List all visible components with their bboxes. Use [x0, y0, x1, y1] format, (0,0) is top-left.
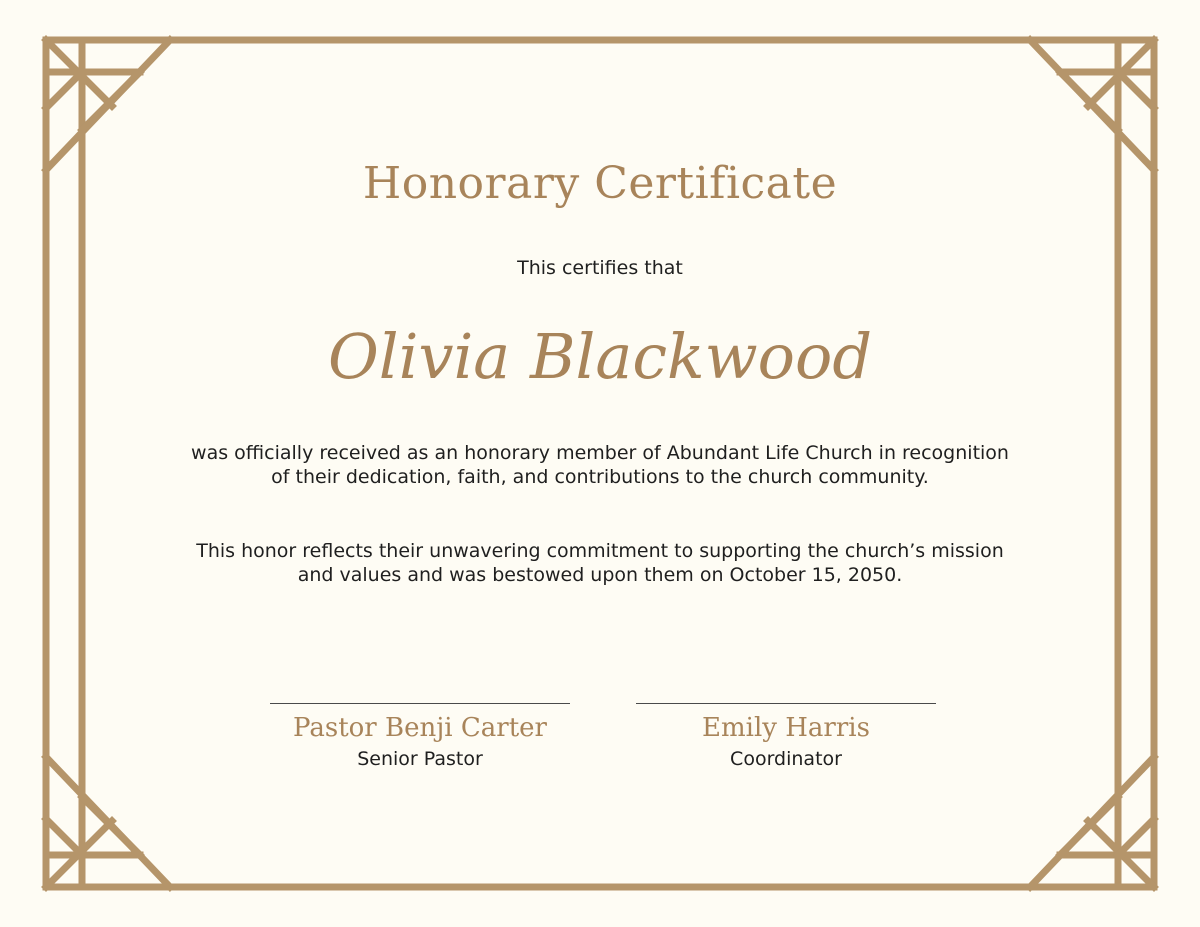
corner-ornament-bottom-right: [1030, 757, 1154, 887]
signature-line: [270, 703, 570, 704]
signer-name: Pastor Benji Carter: [293, 713, 547, 743]
signer-name: Emily Harris: [702, 713, 870, 743]
signer-role: Coordinator: [730, 748, 842, 770]
signature-block-right: [636, 703, 936, 772]
body-paragraph-2: This honor reflects their unwavering commitment to supporting the church’s mission and values and was bestowed upon them on October 15, 2050.: [196, 540, 1004, 586]
body-paragraph-1: was officially received as an honorary member of Abundant Life Church in recognition of their dedication, faith, and contributions to the church community.: [191, 442, 1009, 488]
signer-role: Senior Pastor: [357, 748, 483, 770]
signature-block-left: [270, 703, 570, 772]
intro-text: This certifies that: [517, 257, 683, 279]
corner-ornament-bottom-left: [46, 757, 170, 887]
signature-line: [636, 703, 936, 704]
certificate-title: Honorary Certificate: [362, 158, 838, 209]
recipient-name: Olivia Blackwood: [327, 320, 873, 393]
